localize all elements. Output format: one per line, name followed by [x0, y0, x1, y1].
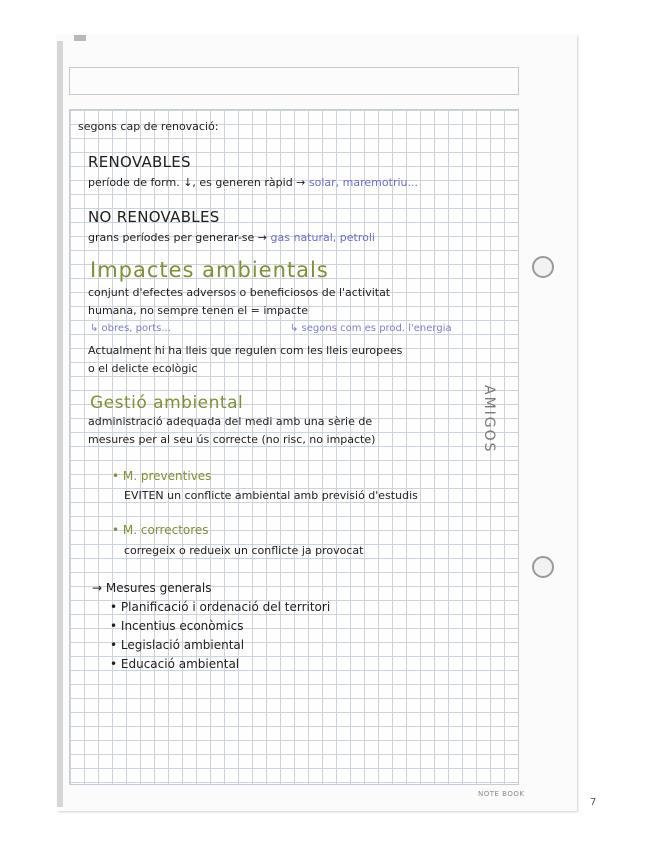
mesures-item: • Legislació ambiental: [110, 638, 245, 652]
mesures-item-label: Legislació ambiental: [120, 638, 245, 652]
mesures-item: • Educació ambiental: [110, 657, 240, 671]
no-renovables-examples: gas natural, petroli: [270, 231, 375, 244]
impactes-title: Impactes ambientals: [90, 258, 329, 282]
no-renovables-line: [88, 231, 375, 244]
mesures-item: • Planificació i ordenació del territori: [110, 600, 331, 614]
mesures-item-label: Incentius econòmics: [120, 619, 244, 633]
renovables-examples: solar, maremotriu...: [308, 176, 418, 189]
footer-label: NOTE BOOK: [478, 790, 525, 798]
header-box: [69, 67, 519, 95]
correctores-item: [112, 523, 209, 537]
impactes-line-4: o el delicte ecològic: [88, 362, 198, 375]
correctores-text: corregeix o redueix un conflicte ja provocat: [124, 544, 364, 557]
renovables-line: [88, 176, 418, 189]
bullet-icon: •: [112, 469, 120, 483]
renovables-heading: RENOVABLES: [88, 153, 191, 171]
binder-hole-icon: [532, 556, 554, 578]
impactes-line-2: humana, no sempre tenen el = impacte: [88, 304, 308, 317]
corner-mark: 7: [590, 797, 597, 808]
mesures-heading: → Mesures generals: [92, 581, 212, 595]
mesures-item: • Incentius econòmics: [110, 619, 244, 633]
bullet-icon: •: [112, 523, 120, 537]
correctores-label: M. correctores: [122, 523, 209, 537]
page-margin-strip: [57, 41, 63, 807]
impactes-note-left: ↳ obres, ports...: [90, 323, 171, 334]
brand-label: AMIGOS: [481, 385, 497, 454]
renovables-description: període de form. ↓, es generen ràpid →: [88, 176, 306, 189]
preventives-text: EVITEN un conflicte ambiental amb previsió d'estudis: [124, 489, 418, 502]
impactes-line-3: Actualment hi ha lleis que regulen com les lleis europees: [88, 344, 403, 357]
impactes-note-right: ↳ segons com es prod. l'energia: [290, 323, 452, 334]
binding-mark: [74, 35, 86, 41]
intro-line: segons cap de renovació:: [78, 120, 219, 133]
preventives-label: M. preventives: [122, 469, 212, 483]
binder-hole-icon: [532, 256, 554, 278]
gestio-line-1: administració adequada del medi amb una sèrie de: [88, 415, 373, 428]
mesures-item-label: Planificació i ordenació del territori: [120, 600, 331, 614]
no-renovables-heading: NO RENOVABLES: [88, 208, 220, 226]
mesures-item-label: Educació ambiental: [120, 657, 240, 671]
gestio-title: Gestió ambiental: [90, 393, 244, 413]
no-renovables-description: grans períodes per generar-se →: [88, 231, 268, 244]
gestio-line-2: mesures per al seu ús correcte (no risc, no impacte): [88, 433, 376, 446]
impactes-line-1: conjunt d'efectes adversos o beneficiosos de l'activitat: [88, 286, 391, 299]
preventives-item: [112, 469, 211, 483]
